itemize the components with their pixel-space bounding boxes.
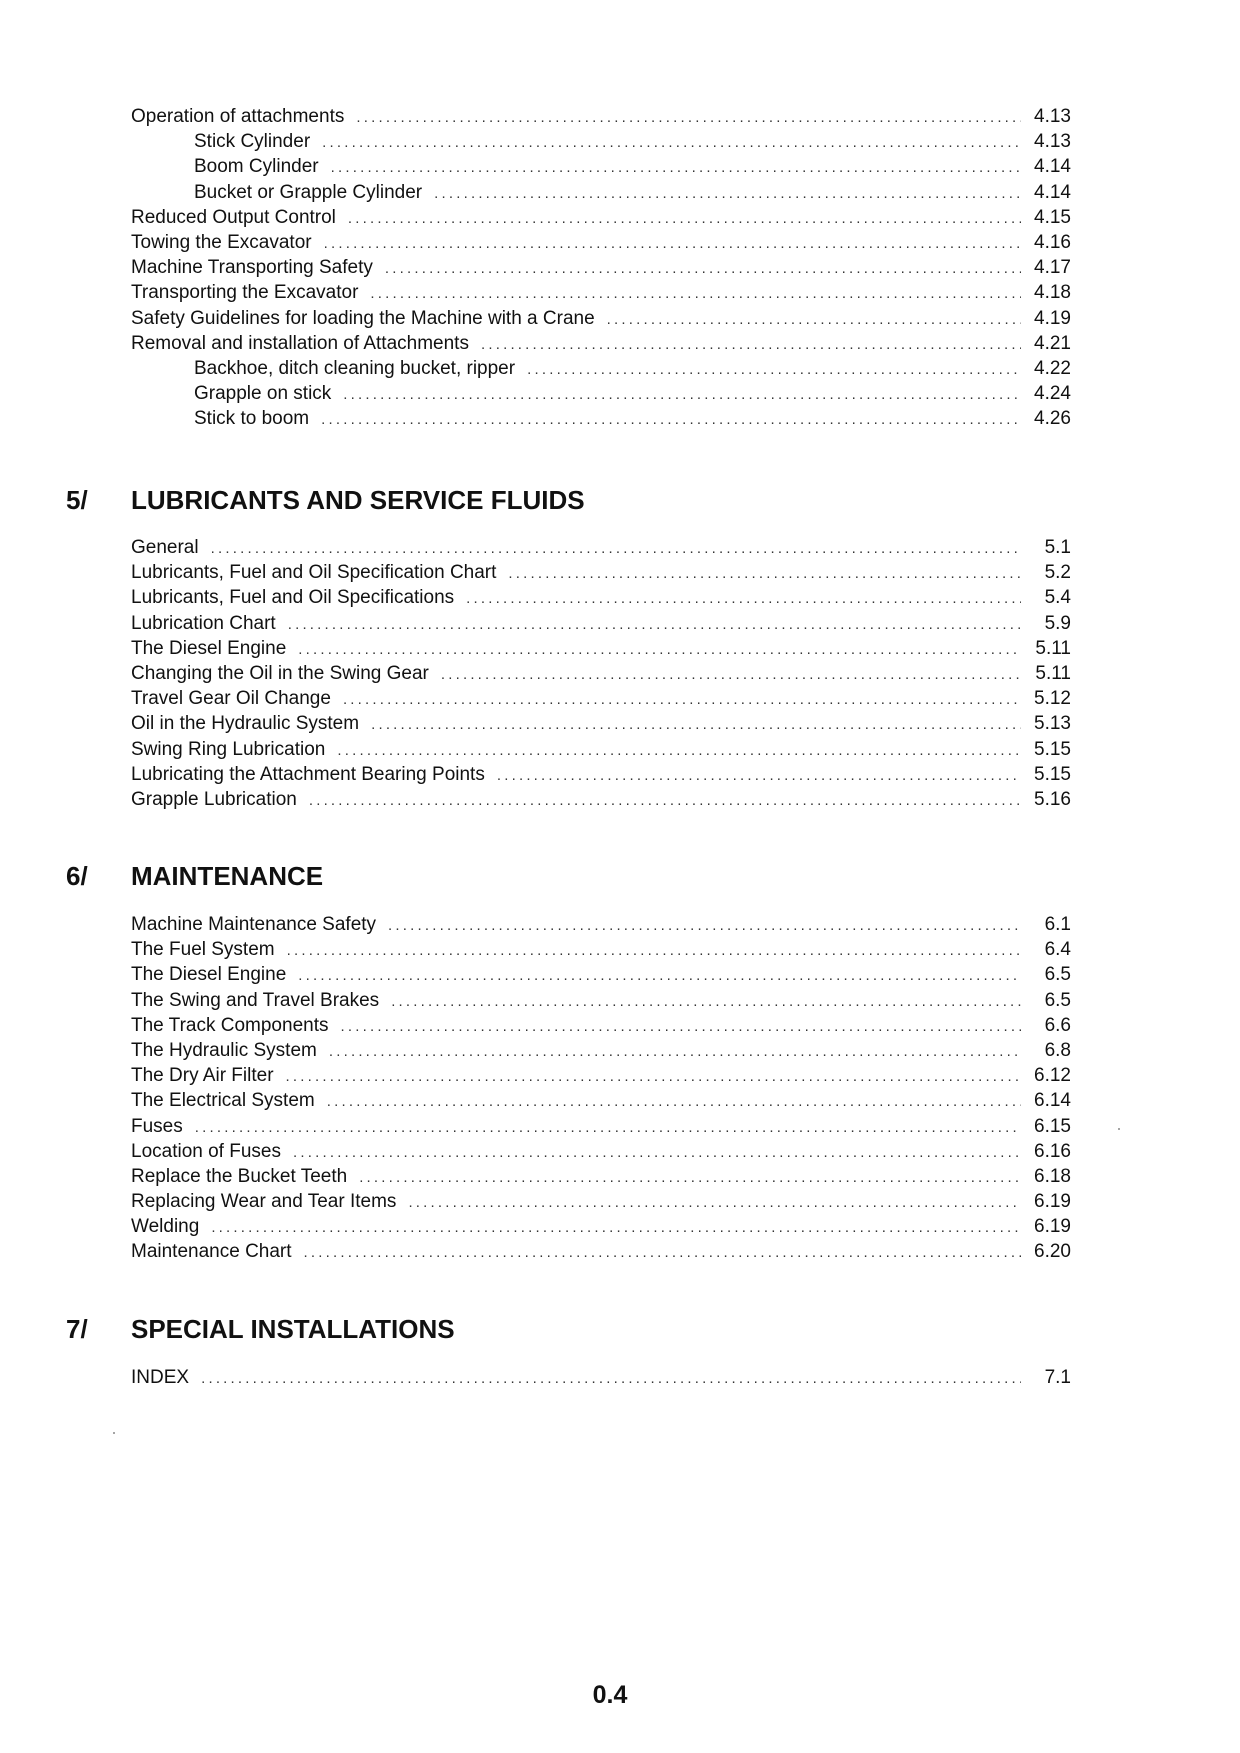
toc-entry <box>131 104 1071 129</box>
dot-leader <box>195 1115 1021 1140</box>
toc-entry <box>131 205 1071 230</box>
dot-leader <box>327 1089 1021 1114</box>
toc-entry <box>131 306 1071 331</box>
dot-leader <box>201 1366 1021 1391</box>
toc-entry-page: 6.1 <box>1044 914 1071 935</box>
toc-entry <box>131 1139 1071 1164</box>
scan-speck <box>113 1432 115 1434</box>
toc-entry-title: Boom Cylinder <box>194 156 319 178</box>
toc-entry <box>131 988 1071 1013</box>
dot-leader <box>508 561 1021 586</box>
toc-entry-page: 5.1 <box>1044 537 1071 558</box>
toc-entry-page: 6.8 <box>1044 1039 1071 1061</box>
toc-entry-title: The Diesel Engine <box>131 964 287 986</box>
toc-entry-page: 5.11 <box>1035 662 1071 684</box>
toc-entry <box>131 1214 1071 1239</box>
toc-entry <box>131 154 1071 179</box>
dot-leader <box>293 1140 1021 1165</box>
toc-entry-title: Lubricants, Fuel and Oil Specifications <box>131 587 455 609</box>
toc-entry-title: Swing Ring Lubrication <box>131 738 326 760</box>
scan-speck <box>1118 1128 1120 1130</box>
toc-entry-page: 6.14 <box>1034 1090 1071 1112</box>
toc-entry-title: The Track Components <box>131 1014 329 1036</box>
toc-entry-title: Oil in the Hydraulic System <box>131 713 360 735</box>
toc-section-5 <box>131 535 1071 812</box>
toc-entry <box>131 280 1071 305</box>
toc-entry <box>131 585 1071 610</box>
dot-leader <box>211 536 1021 561</box>
toc-entry-page: 5.16 <box>1034 788 1071 810</box>
toc-entry-title: The Swing and Travel Brakes <box>131 989 380 1011</box>
dot-leader <box>321 407 1021 432</box>
toc-entry <box>131 406 1071 431</box>
toc-entry-title: Fuses <box>131 1115 183 1137</box>
toc-entry-title: Towing the Excavator <box>131 231 312 253</box>
toc-entry-page: 4.24 <box>1034 383 1071 405</box>
dot-leader <box>298 637 1021 662</box>
toc-entry <box>131 912 1071 937</box>
toc-entry <box>131 560 1071 585</box>
toc-entry-title: Grapple Lubrication <box>131 788 297 810</box>
dot-leader <box>408 1190 1021 1215</box>
toc-entry <box>131 611 1071 636</box>
toc-entry-page: 5.4 <box>1044 587 1071 609</box>
toc-entry-page: 6.20 <box>1034 1241 1071 1263</box>
toc-section-7 <box>131 1365 1071 1390</box>
toc-entry-title: The Hydraulic System <box>131 1039 317 1061</box>
toc-entry-page: 4.21 <box>1034 332 1071 354</box>
dot-leader <box>481 332 1021 357</box>
dot-leader <box>287 938 1021 963</box>
toc-entry <box>131 1013 1071 1038</box>
toc-entry-title: Replace the Bucket Teeth <box>131 1165 348 1187</box>
toc-entry-page: 4.13 <box>1034 106 1071 127</box>
toc-entry <box>131 255 1071 280</box>
toc-entry <box>131 937 1071 962</box>
toc-entry-title: Lubricants, Fuel and Oil Specification Chart <box>131 562 497 584</box>
toc-entry-title: Replacing Wear and Tear Items <box>131 1191 397 1213</box>
dot-leader <box>343 687 1021 712</box>
toc-entry <box>131 1365 1071 1390</box>
toc-entry-page: 6.19 <box>1034 1191 1071 1213</box>
toc-entry-title: Lubrication Chart <box>131 612 276 634</box>
section-number: 6/ <box>66 861 88 891</box>
toc-entry-page: 6.15 <box>1034 1115 1071 1137</box>
toc-entry-title: Maintenance Chart <box>131 1241 292 1263</box>
toc-entry-title: Changing the Oil in the Swing Gear <box>131 662 429 684</box>
dot-leader <box>497 763 1021 788</box>
dot-leader <box>309 788 1021 813</box>
dot-leader <box>337 738 1021 763</box>
toc-entry-page: 5.11 <box>1035 637 1071 659</box>
dot-leader <box>527 357 1021 382</box>
toc-entry-title: Machine Transporting Safety <box>131 257 373 279</box>
dot-leader <box>391 989 1021 1014</box>
section-title: SPECIAL INSTALLATIONS <box>131 1314 455 1344</box>
toc-entry <box>131 762 1071 787</box>
section-heading-6 <box>66 861 323 892</box>
section-number: 7/ <box>66 1314 88 1344</box>
toc-section-6 <box>131 912 1071 1265</box>
toc-entry-page: 7.1 <box>1044 1367 1071 1388</box>
toc-entry-title: Grapple on stick <box>194 383 332 405</box>
toc-entry <box>131 1088 1071 1113</box>
toc-entry <box>131 331 1071 356</box>
dot-leader <box>343 382 1021 407</box>
toc-entry-page: 6.16 <box>1034 1140 1071 1162</box>
toc-entry <box>131 962 1071 987</box>
toc-entry-page: 6.4 <box>1044 939 1071 961</box>
toc-entry-title: Removal and installation of Attachments <box>131 332 469 354</box>
dot-leader <box>356 105 1021 130</box>
toc-entry <box>131 535 1071 560</box>
toc-entry-title: The Electrical System <box>131 1090 315 1112</box>
toc-entry-page: 5.13 <box>1034 713 1071 735</box>
toc-entry-title: Bucket or Grapple Cylinder <box>194 181 423 203</box>
toc-entry-page: 4.13 <box>1034 131 1071 153</box>
toc-entry-page: 4.18 <box>1034 282 1071 304</box>
section-heading-5 <box>66 485 585 516</box>
toc-entry-page: 4.26 <box>1034 408 1071 430</box>
section-title: LUBRICANTS AND SERVICE FLUIDS <box>131 485 585 515</box>
toc-entry-title: The Dry Air Filter <box>131 1065 274 1087</box>
toc-entry-page: 4.19 <box>1034 307 1071 329</box>
toc-entry-title: Backhoe, ditch cleaning bucket, ripper <box>194 357 516 379</box>
toc-entry-page: 5.15 <box>1034 738 1071 760</box>
toc-entry <box>131 1038 1071 1063</box>
toc-entry <box>131 230 1071 255</box>
toc-entry <box>131 381 1071 406</box>
dot-leader <box>348 206 1021 231</box>
dot-leader <box>607 307 1021 332</box>
toc-entry-title: INDEX <box>131 1367 190 1388</box>
toc-entry-page: 5.15 <box>1034 763 1071 785</box>
section-number: 5/ <box>66 485 88 515</box>
toc-entry-title: Transporting the Excavator <box>131 282 359 304</box>
toc-entry-page: 4.16 <box>1034 231 1071 253</box>
toc-entry-page: 6.5 <box>1044 989 1071 1011</box>
toc-entry <box>131 1239 1071 1264</box>
toc-entry <box>131 1063 1071 1088</box>
toc-entry-title: Machine Maintenance Safety <box>131 914 377 935</box>
toc-section-4-continued <box>131 104 1071 431</box>
toc-entry-title: Stick to boom <box>194 408 310 430</box>
dot-leader <box>324 231 1021 256</box>
toc-entry <box>131 180 1071 205</box>
toc-entry-page: 6.5 <box>1044 964 1071 986</box>
toc-entry-title: Travel Gear Oil Change <box>131 688 331 710</box>
toc-entry-title: Stick Cylinder <box>194 131 311 153</box>
toc-entry-title: Reduced Output Control <box>131 206 336 228</box>
toc-entry-title: Operation of attachments <box>131 106 345 127</box>
toc-entry <box>131 1164 1071 1189</box>
dot-leader <box>388 913 1021 938</box>
toc-entry-page: 4.22 <box>1034 357 1071 379</box>
dot-leader <box>441 662 1021 687</box>
toc-entry <box>131 1189 1071 1214</box>
toc-entry <box>131 737 1071 762</box>
dot-leader <box>211 1215 1021 1240</box>
dot-leader <box>329 1039 1021 1064</box>
toc-entry <box>131 636 1071 661</box>
dot-leader <box>371 712 1021 737</box>
toc-entry <box>131 1114 1071 1139</box>
toc-entry-page: 4.17 <box>1034 257 1071 279</box>
toc-entry <box>131 661 1071 686</box>
dot-leader <box>370 281 1021 306</box>
toc-entry-title: Location of Fuses <box>131 1140 281 1162</box>
dot-leader <box>304 1240 1021 1265</box>
dot-leader <box>322 130 1021 155</box>
toc-entry <box>131 711 1071 736</box>
dot-leader <box>359 1165 1021 1190</box>
dot-leader <box>385 256 1021 281</box>
toc-entry-page: 6.18 <box>1034 1165 1071 1187</box>
toc-entry-page: 6.19 <box>1034 1216 1071 1238</box>
toc-entry-title: General <box>131 537 199 558</box>
dot-leader <box>434 181 1021 206</box>
toc-entry <box>131 129 1071 154</box>
toc-entry-title: Safety Guidelines for loading the Machine with a Crane <box>131 307 595 329</box>
dot-leader <box>466 586 1021 611</box>
toc-entry-page: 6.12 <box>1034 1065 1071 1087</box>
toc-entry-page: 5.9 <box>1044 612 1071 634</box>
toc-entry-title: The Diesel Engine <box>131 637 287 659</box>
toc-entry-page: 4.14 <box>1034 181 1071 203</box>
page-number: 0.4 <box>592 1681 628 1709</box>
section-title: MAINTENANCE <box>131 861 324 891</box>
toc-entry-page: 6.6 <box>1044 1014 1071 1036</box>
toc-entry-title: The Fuel System <box>131 939 275 961</box>
toc-entry <box>131 686 1071 711</box>
toc-entry-title: Welding <box>131 1216 200 1238</box>
dot-leader <box>340 1014 1021 1039</box>
toc-entry-title: Lubricating the Attachment Bearing Points <box>131 763 485 785</box>
section-heading-7 <box>66 1314 455 1345</box>
toc-entry-page: 4.15 <box>1034 206 1071 228</box>
dot-leader <box>288 612 1021 637</box>
toc-entry <box>131 787 1071 812</box>
toc-entry-page: 5.2 <box>1044 562 1071 584</box>
dot-leader <box>298 963 1021 988</box>
toc-entry-page: 5.12 <box>1034 688 1071 710</box>
dot-leader <box>331 155 1021 180</box>
dot-leader <box>286 1064 1021 1089</box>
toc-entry-page: 4.14 <box>1034 156 1071 178</box>
toc-entry <box>131 356 1071 381</box>
